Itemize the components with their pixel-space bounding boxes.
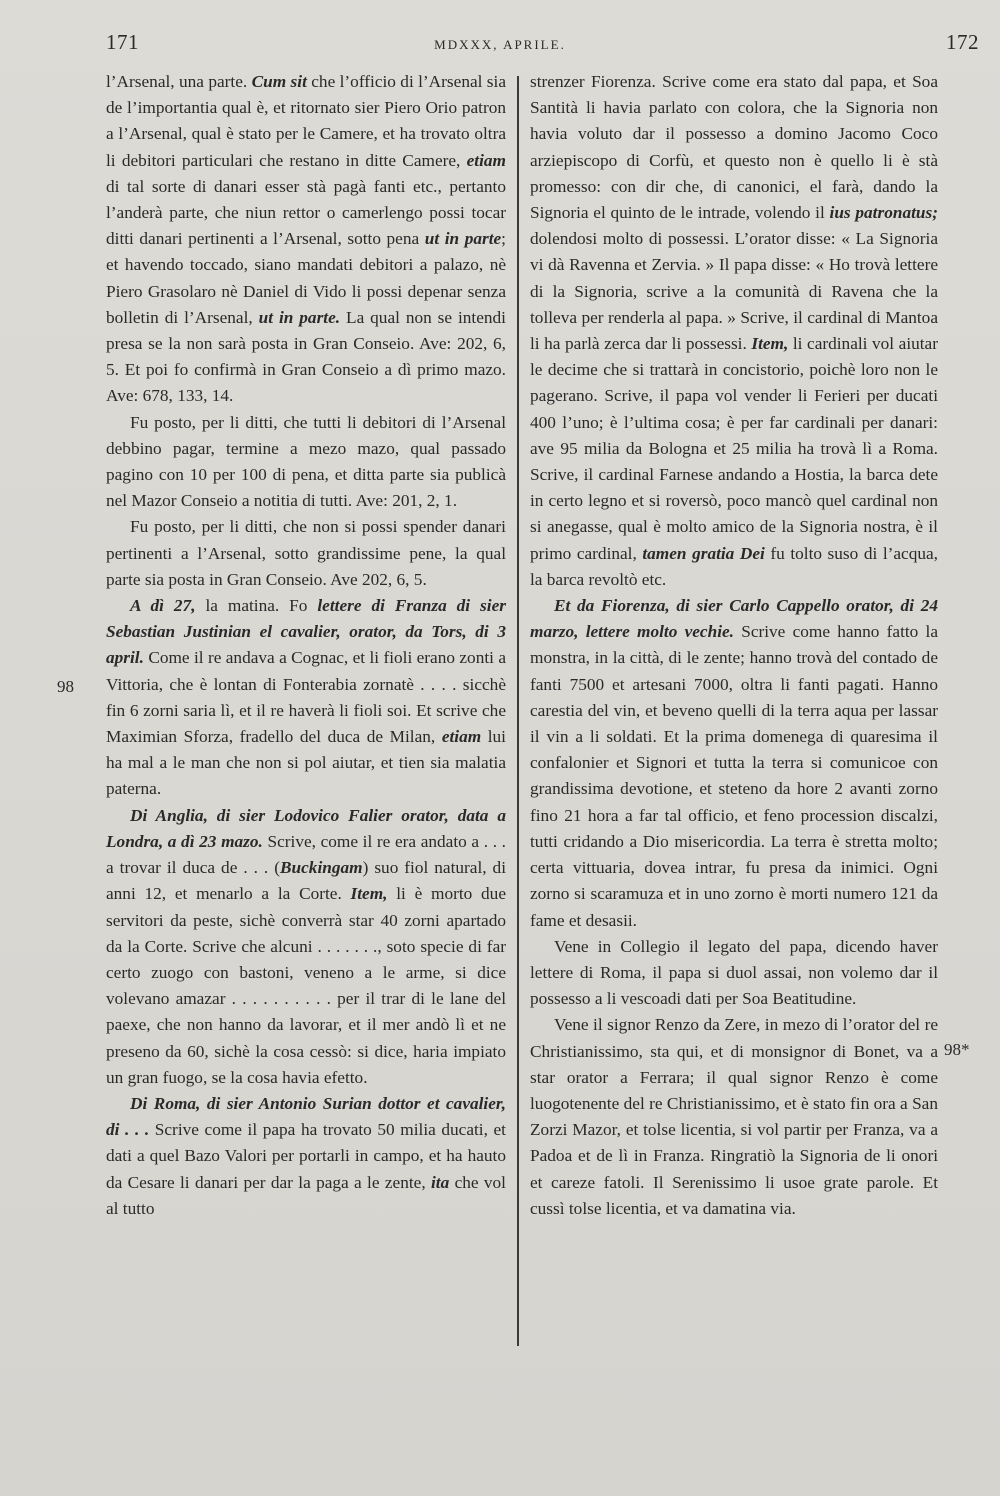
italic-text: Di Roma, di sier Antonio Surian dottor et cavalier, di . . .	[106, 1093, 506, 1140]
paragraph	[106, 514, 506, 593]
paragraph	[106, 1091, 506, 1222]
paragraph	[530, 1012, 938, 1222]
italic-text: Et da Fiorenza, di sier Carlo Cappello orator, di 24 marzo, lettere molto vechie.	[530, 596, 938, 642]
italic-text: ita	[430, 1172, 450, 1192]
paragraph	[530, 934, 938, 1013]
margin-note-left: 98	[57, 677, 74, 696]
text-run: ; et havendo toccado, siano mandati debitori a palazo, nè Piero Grasolaro nè Daniel di Vido li possi depenar senza bolletin di l’Arsenal,	[106, 229, 506, 327]
italic-text: A dì 27,	[130, 596, 196, 616]
text-run: Come il re andava a Cognac, et li fioli erano zonti a Vittoria, che è lontan di Fonterabia zornatè . . . . sicchè fin 6 zorni saria lì, et il re haverà li fioli soi. Et scrive che Maximian Sforza, fradello del duca de Milan,	[106, 648, 506, 747]
text-run: fu tolto suso di l’acqua, la barca revoltò etc.	[530, 543, 938, 589]
paragraph	[106, 410, 506, 515]
text-run: Scrive come il papa ha trovato 50 milia ducati, et dati a quel Bazo Valori per portarli in campo, et ha hauto da Cesare li danari per dar la paga a le zente,	[106, 1120, 506, 1192]
text-run: li cardinali vol aiutar le decime che si trattarà in concistorio, poichè loro non le pagerano. Scrive, il papa vol vender li Ferieri per ducati 400 l’uno; è l’ultima cosa; è per far cardinali per danari: ave 95 milia da Bologna et 25 milia ha trovà lì a Roma. Scrive, il cardinal Farnese andando a Hostia, la barca dete in certo legno et si roversò, poco mancò quel cardinal non si anegasse, qual è molto amico de la Signoria nostra, è il primo cardinal,	[530, 334, 938, 563]
italic-text: Buckingam	[280, 858, 363, 878]
text-run: ) suo fiol natural, di anni 12, et menarlo a la Corte.	[106, 858, 506, 904]
italic-text: lettere di Franza di sier Sebastian Justinian el cavalier, orator, da Tors, di 3 april.	[106, 596, 506, 668]
italic-text: ut in parte.	[258, 307, 341, 327]
italic-text: Item,	[751, 334, 789, 354]
italic-text: Item,	[350, 884, 388, 904]
text-run: La qual non se intendi presa se la non sarà posta in Gran Conseio. Ave: 202, 6, 5. Et poi fo confirmà in Gran Conseio a dì primo mazo. Ave: 678, 133, 14.	[106, 307, 506, 406]
page-number-right: 172	[946, 30, 979, 54]
text-run: Scrive come hanno fatto la monstra, in la città, di le zente; hanno trovà del contado de fanti 7500 et artesani 7000, oltra li fanti pagati. Hanno carestia del vin, et beveno quelli di la terra aqua per lassar il vin a li soldati. Et la prima domenega di quaresima il confalonier et Signori et tutta la terra si comunicoe con grandissima devotione, et steteno da hore 2 avanti zorno fino 21 hora a far tal officio, et feno procession discalzi, tutti cridando a Dio misericordia. La terra è stretta molto; certa vittuaria, dovea intrar, fu presa da inimici. Ogni zorno si scaramuza et in uno zorno è morti numero 121 da fame et desasii.	[530, 622, 938, 930]
italic-text: tamen gratia Dei	[642, 543, 765, 563]
paragraph	[106, 69, 506, 410]
text-run: lui ha mal a le man che non si pol aiutar, et tien sia malatia paterna.	[106, 727, 506, 799]
page-number-left: 171	[106, 30, 139, 54]
running-title: MDXXX, APRILE.	[434, 37, 566, 52]
text-run: che l’officio di l’Arsenal sia de l’importantia qual è, et ritornato sier Piero Orio patron a l’Arsenal, qual è stato per le Camere, et ha trovato oltra li debitori particulari che restano in ditte Camere,	[106, 72, 507, 170]
text-run: Scrive, come il re era andato a . . . a trovar il duca de . . . (	[106, 831, 506, 878]
text-run: di tal sorte di danari esser stà pagà fanti etc., pertanto l’anderà parte, che niun rettor o camerlengo possi tocar ditti danari pertinenti a l’Arsenal, sotto pena	[106, 176, 506, 249]
paragraph	[106, 593, 506, 803]
text-run: che vol al tutto	[106, 1172, 506, 1218]
italic-text: Cum sit	[251, 72, 307, 91]
paragraph	[530, 69, 938, 593]
italic-text: etiam	[466, 150, 506, 170]
column-divider	[517, 76, 519, 1346]
left-column	[106, 69, 506, 1222]
italic-text: Di Anglia, di sier Lodovico Falier orator, data a Londra, a dì 23 mazo.	[106, 805, 506, 851]
right-column	[530, 69, 938, 1222]
text-run: Fu posto, per li ditti, che tutti li debitori di l’Arsenal debbino pagar, termine a mezo mazo, qual passado pagino con 10 per 100 di pena, et ditta parte sia publicà nel Mazor Conseio a notitia di tutti. Ave: 201, 2, 1.	[106, 412, 506, 511]
italic-text: etiam	[441, 727, 482, 747]
margin-note-right: 98*	[944, 1040, 970, 1059]
text-run: li è morto due servitori da peste, sichè converrà star 40 zorni apartado da la Corte. Scrive che alcuni . . . . . . ., soto specie di far certo zuogo con bastoni, veneno a le arme, si dice volevano amazar . . . . . . . . . . per il trar di le lane del paexe, che non hanno da lavorar, et il mer andò lì et ne preseno da 60, sichè la cosa cessò: si dice, haria impiato un gran fuogo, se la cosa havia efetto.	[106, 884, 506, 1087]
text-run: Fu posto, per li ditti, che non si possi spender danari pertinenti a l’Arsenal, sotto grandissime pene, la qual parte sia posta in Gran Conseio. Ave 202, 6, 5.	[106, 517, 506, 589]
text-run: dolendosi molto di possessi. L’orator disse: « La Signoria vi dà Ravenna et Zervia. » Il papa disse: « Ho trovà lettere di la Signoria, scrive a la comunità di Ravena che la tolleva per renderla al papa. » Scrive, il cardinal di Mantoa li ha parlà zerca dar li possessi.	[530, 229, 938, 354]
paragraph	[106, 803, 506, 1091]
text-run: Vene in Collegio il legato del papa, dicendo haver lettere di Roma, il papa si duol assai, non volemo dar il possesso a li vescoadi dati per Soa Beatitudine.	[530, 936, 938, 1009]
italic-text: ius patronatus;	[829, 203, 938, 223]
italic-text: ut in parte	[424, 229, 502, 249]
text-run: Vene il signor Renzo da Zere, in mezo di l’orator del re Christianissimo, sta qui, et di monsignor di Bonet, va a star orator a Ferrara; il qual signor Renzo è come luogotenente del re Christianissimo, et è stato fin ora a San Zorzi Mazor, et tolse licentia, si vol partir per Franza, va a Padoa et de lì in Franza. Ringratiò la Signoria de li onori et careze fatoli. Il Serenissimo li usoe grate parole. Et cussì tolse licentia, et va damatina via.	[530, 1015, 938, 1218]
text-run: l’Arsenal, una parte.	[106, 72, 252, 91]
text-run: strenzer Fiorenza. Scrive come era stato dal papa, et Soa Santità li havia parlato con colora, che la Signoria non havia voluto dar il possesso a domino Jacomo Coco arziepiscopo di Corfù, et questo non è quello li è stà promesso: con dir che, di canonici, el farà, dando la Signoria el quinto de le intrade, volendo il	[530, 72, 938, 223]
text-run: la matina. Fo	[195, 596, 318, 616]
paragraph	[530, 593, 938, 934]
